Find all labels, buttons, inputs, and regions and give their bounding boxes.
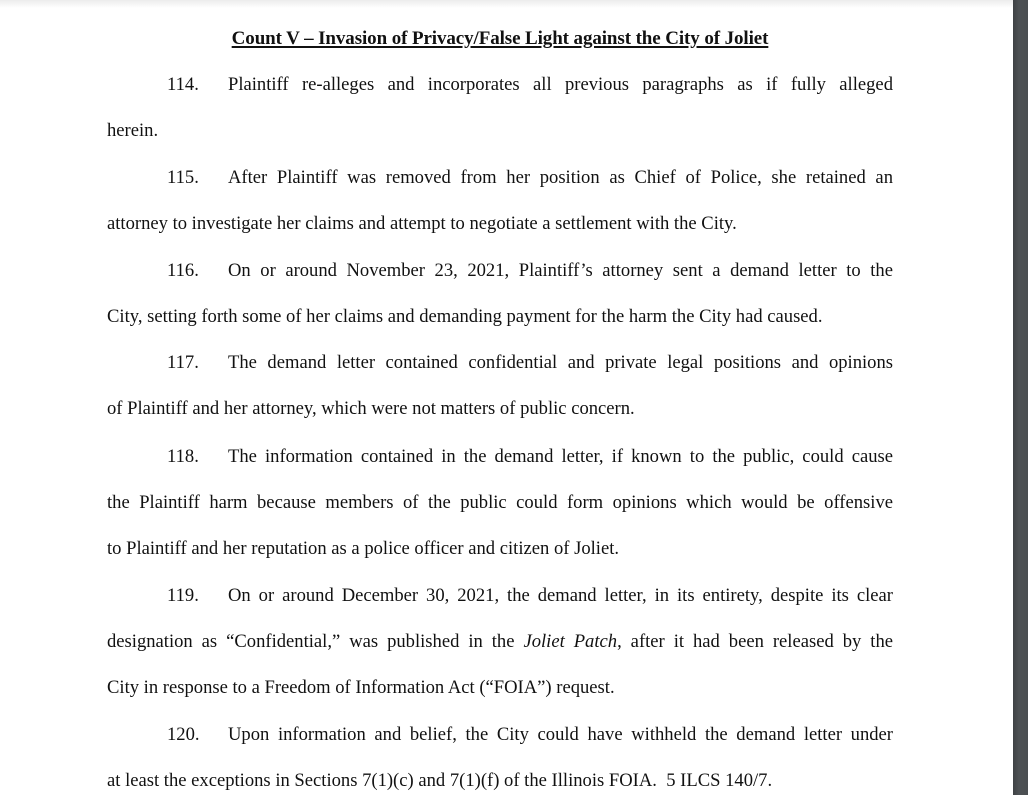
section-heading: Count V – Invasion of Privacy/False Light against the City of Joliet xyxy=(231,28,769,49)
paragraph-number: 116. xyxy=(167,260,199,281)
paragraph-number: 119. xyxy=(167,585,199,606)
paragraph-text: The information contained in the demand letter, if known to the public, could cause xyxy=(228,446,893,467)
paragraph-number: 120. xyxy=(167,724,200,745)
paragraph-114-line-1 xyxy=(167,73,893,97)
paragraph-text: Plaintiff re-alleges and incorporates all previous paragraphs as if fully alleged xyxy=(228,74,893,95)
paragraph-117-line-2: of Plaintiff and her attorney, which were not matters of public concern. xyxy=(107,398,635,419)
paragraph-number: 114. xyxy=(167,74,199,95)
paragraph-text: , after it had been released by the xyxy=(617,631,893,652)
paragraph-119-line-1 xyxy=(167,584,893,608)
paragraph-118-line-2: the Plaintiff harm because members of the public could form opinions which would be offensive xyxy=(107,492,893,513)
paragraph-117-line-1 xyxy=(167,351,893,375)
paragraph-118-line-3: to Plaintiff and her reputation as a police officer and citizen of Joliet. xyxy=(107,538,620,559)
paragraph-115-line-1 xyxy=(167,166,893,190)
paragraph-text: After Plaintiff was removed from her position as Chief of Police, she retained an xyxy=(228,167,893,188)
paragraph-text: designation as “Confidential,” was published in the xyxy=(107,631,524,652)
page-top-edge xyxy=(0,0,1013,8)
paragraph-119-line-2 xyxy=(107,630,893,654)
paragraph-119-line-3: City in response to a Freedom of Information Act (“FOIA”) request. xyxy=(107,677,615,698)
paragraph-120-line-2: at least the exceptions in Sections 7(1)(c) and 7(1)(f) of the Illinois FOIA. 5 ILCS 140/7. xyxy=(107,770,773,791)
paragraph-number: 117. xyxy=(167,352,199,373)
paragraph-text: On or around November 23, 2021, Plaintiff’s attorney sent a demand letter to the xyxy=(228,260,893,281)
paragraph-120-line-1 xyxy=(167,723,893,747)
paragraph-number: 115. xyxy=(167,167,199,188)
publication-name: Joliet Patch xyxy=(523,631,618,652)
paragraph-116-line-2: City, setting forth some of her claims and demanding payment for the harm the City had caused. xyxy=(107,306,823,327)
paragraph-116-line-1 xyxy=(167,259,893,283)
paragraph-text: On or around December 30, 2021, the demand letter, in its entirety, despite its clear xyxy=(228,585,893,606)
vertical-scrollbar[interactable] xyxy=(1013,0,1028,795)
paragraph-text: Upon information and belief, the City could have withheld the demand letter under xyxy=(228,724,893,745)
paragraph-118-line-1 xyxy=(167,445,893,469)
paragraph-text: The demand letter contained confidential and private legal positions and opinions xyxy=(228,352,893,373)
paragraph-115-line-2: attorney to investigate her claims and attempt to negotiate a settlement with the City. xyxy=(107,213,737,234)
paragraph-114-line-2: herein. xyxy=(107,120,159,141)
paragraph-number: 118. xyxy=(167,446,199,467)
